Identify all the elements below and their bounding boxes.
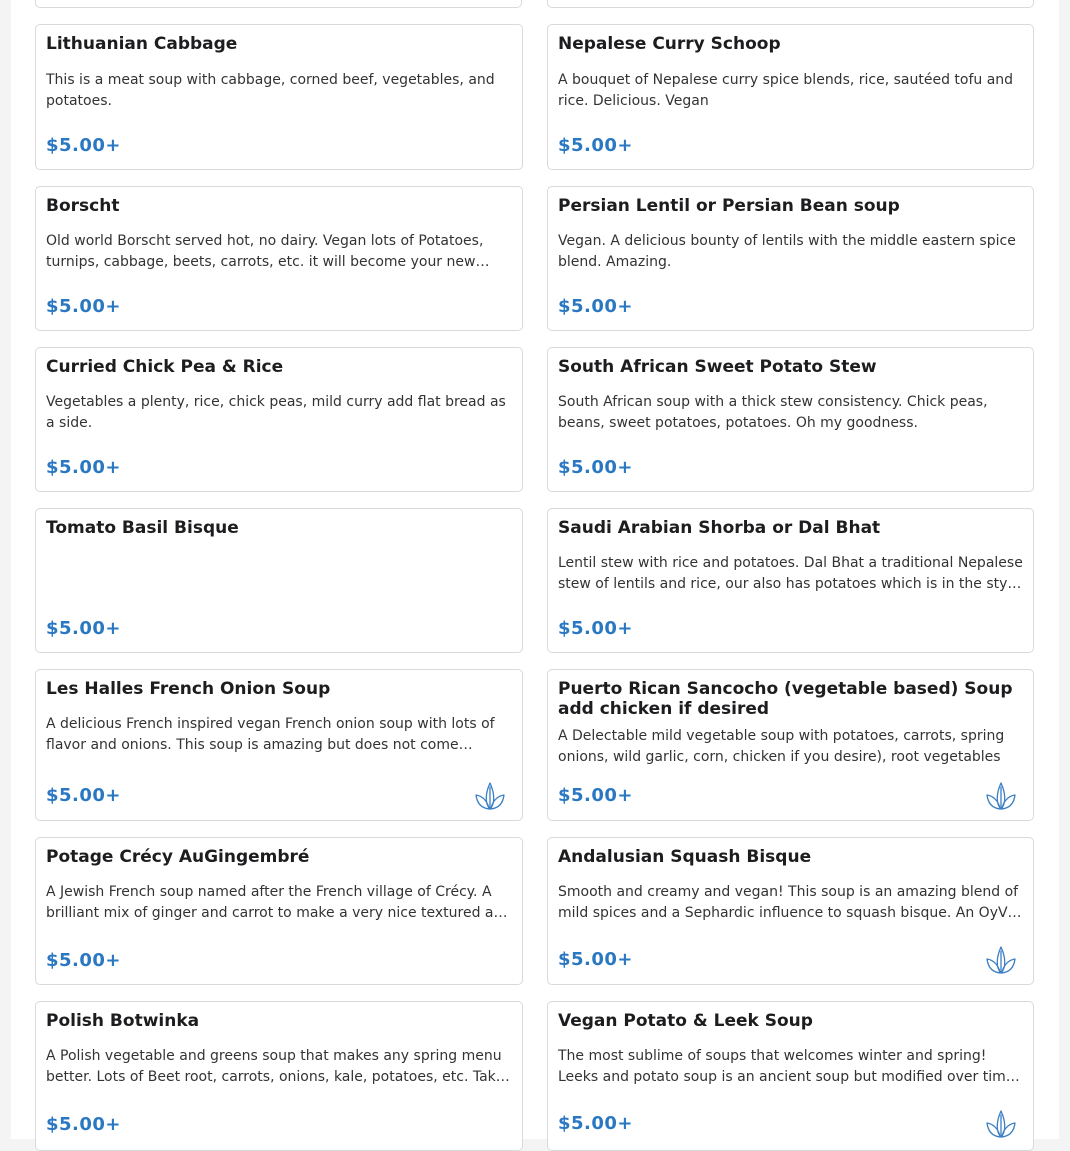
item-price: $5.00+ — [558, 949, 634, 970]
menu-item-card[interactable] — [547, 837, 1034, 985]
menu-item-card[interactable] — [35, 837, 523, 985]
item-name: Nepalese Curry Schoop — [558, 34, 781, 54]
item-name: Persian Lentil or Persian Bean soup — [558, 196, 900, 216]
item-price: $5.00+ — [46, 296, 122, 317]
item-price: $5.00+ — [46, 1114, 122, 1135]
item-description: A Jewish French soup named after the French village of Crécy. A brilliant mix of ginger and carrot to make a very nice textured a… — [46, 884, 508, 921]
item-description: Lentil stew with rice and potatoes. Dal Bhat a traditional Nepalese stew of lentils and rice, our also has potatoes which is in the sty… — [558, 555, 1023, 592]
menu-page — [11, 0, 1059, 1139]
item-name: Potage Crécy AuGingembré — [46, 847, 310, 867]
item-name: Les Halles French Onion Soup — [46, 679, 331, 699]
item-description: A Polish vegetable and greens soup that makes any spring menu better. Lots of Beet root, carrots, onions, kale, potatoes, etc. Tak… — [46, 1048, 510, 1085]
item-description: Smooth and creamy and vegan! This soup is an amazing blend of mild spices and a Sephardic influence to squash bisque. An OyV… — [558, 884, 1022, 921]
menu-item-card[interactable] — [35, 508, 523, 653]
menu-item-card[interactable] — [547, 186, 1034, 331]
vegan-leaf-icon — [985, 1107, 1017, 1139]
menu-item-card[interactable] — [547, 347, 1034, 492]
item-name: Saudi Arabian Shorba or Dal Bhat — [558, 518, 881, 538]
item-description: A delicious French inspired vegan French onion soup with lots of flavor and onions. This soup is amazing but does not come… — [46, 716, 495, 753]
item-price: $5.00+ — [558, 618, 634, 639]
item-description: Old world Borscht served hot, no dairy. Vegan lots of Potatoes, turnips, cabbage, beets, carrots, etc. it will become your new… — [46, 233, 490, 270]
item-price: $5.00+ — [558, 457, 634, 478]
menu-item-card[interactable] — [35, 669, 523, 821]
menu-item-card[interactable] — [547, 669, 1034, 821]
item-price: $5.00+ — [46, 785, 122, 806]
item-price: $5.00+ — [558, 296, 634, 317]
menu-item-card[interactable] — [35, 347, 523, 492]
item-description: A bouquet of Nepalese curry spice blends, rice, sautéed tofu and rice. Delicious. Vegan — [558, 72, 1014, 109]
vegan-leaf-icon — [985, 943, 1017, 975]
item-name: Vegan Potato & Leek Soup — [558, 1011, 813, 1031]
item-name: Curried Chick Pea & Rice — [46, 357, 284, 377]
item-price: $5.00+ — [558, 1113, 634, 1134]
item-description: A Delectable mild vegetable soup with potatoes, carrots, spring onions, wild garlic, corn, chicken if you desire), root vegetables — [558, 728, 1005, 765]
item-description: The most sublime of soups that welcomes winter and spring! Leeks and potato soup is an ancient soup but modified over tim… — [558, 1048, 1020, 1085]
vegan-leaf-icon — [985, 779, 1017, 811]
menu-item-card[interactable] — [547, 1001, 1034, 1151]
item-name: Puerto Rican Sancocho (vegetable based) Soup add chicken if desired — [558, 679, 1013, 719]
card-partial-top-left[interactable] — [35, 0, 522, 8]
item-description: Vegetables a plenty, rice, chick peas, mild curry add flat bread as a side. — [46, 394, 506, 431]
item-name: Polish Botwinka — [46, 1011, 200, 1031]
item-name: Borscht — [46, 196, 120, 216]
item-price: $5.00+ — [46, 135, 122, 156]
menu-item-card[interactable] — [547, 24, 1034, 170]
item-price: $5.00+ — [558, 135, 634, 156]
menu-item-card[interactable] — [35, 1001, 523, 1151]
item-price: $5.00+ — [46, 457, 122, 478]
vegan-leaf-icon — [474, 779, 506, 811]
item-name: Andalusian Squash Bisque — [558, 847, 812, 867]
item-price: $5.00+ — [46, 950, 122, 971]
card-partial-top-right[interactable] — [547, 0, 1034, 8]
item-description: This is a meat soup with cabbage, corned beef, vegetables, and potatoes. — [46, 72, 495, 109]
menu-item-card[interactable] — [547, 508, 1034, 653]
menu-item-card[interactable] — [35, 24, 523, 170]
item-description: Vegan. A delicious bounty of lentils with the middle eastern spice blend. Amazing. — [558, 233, 1016, 270]
item-description: South African soup with a thick stew consistency. Chick peas, beans, sweet potatoes, potatoes. Oh my goodness. — [558, 394, 988, 431]
item-name: Tomato Basil Bisque — [46, 518, 239, 538]
item-price: $5.00+ — [558, 785, 634, 806]
menu-item-card[interactable] — [35, 186, 523, 331]
item-price: $5.00+ — [46, 618, 122, 639]
item-name: Lithuanian Cabbage — [46, 34, 238, 54]
item-name: South African Sweet Potato Stew — [558, 357, 877, 377]
